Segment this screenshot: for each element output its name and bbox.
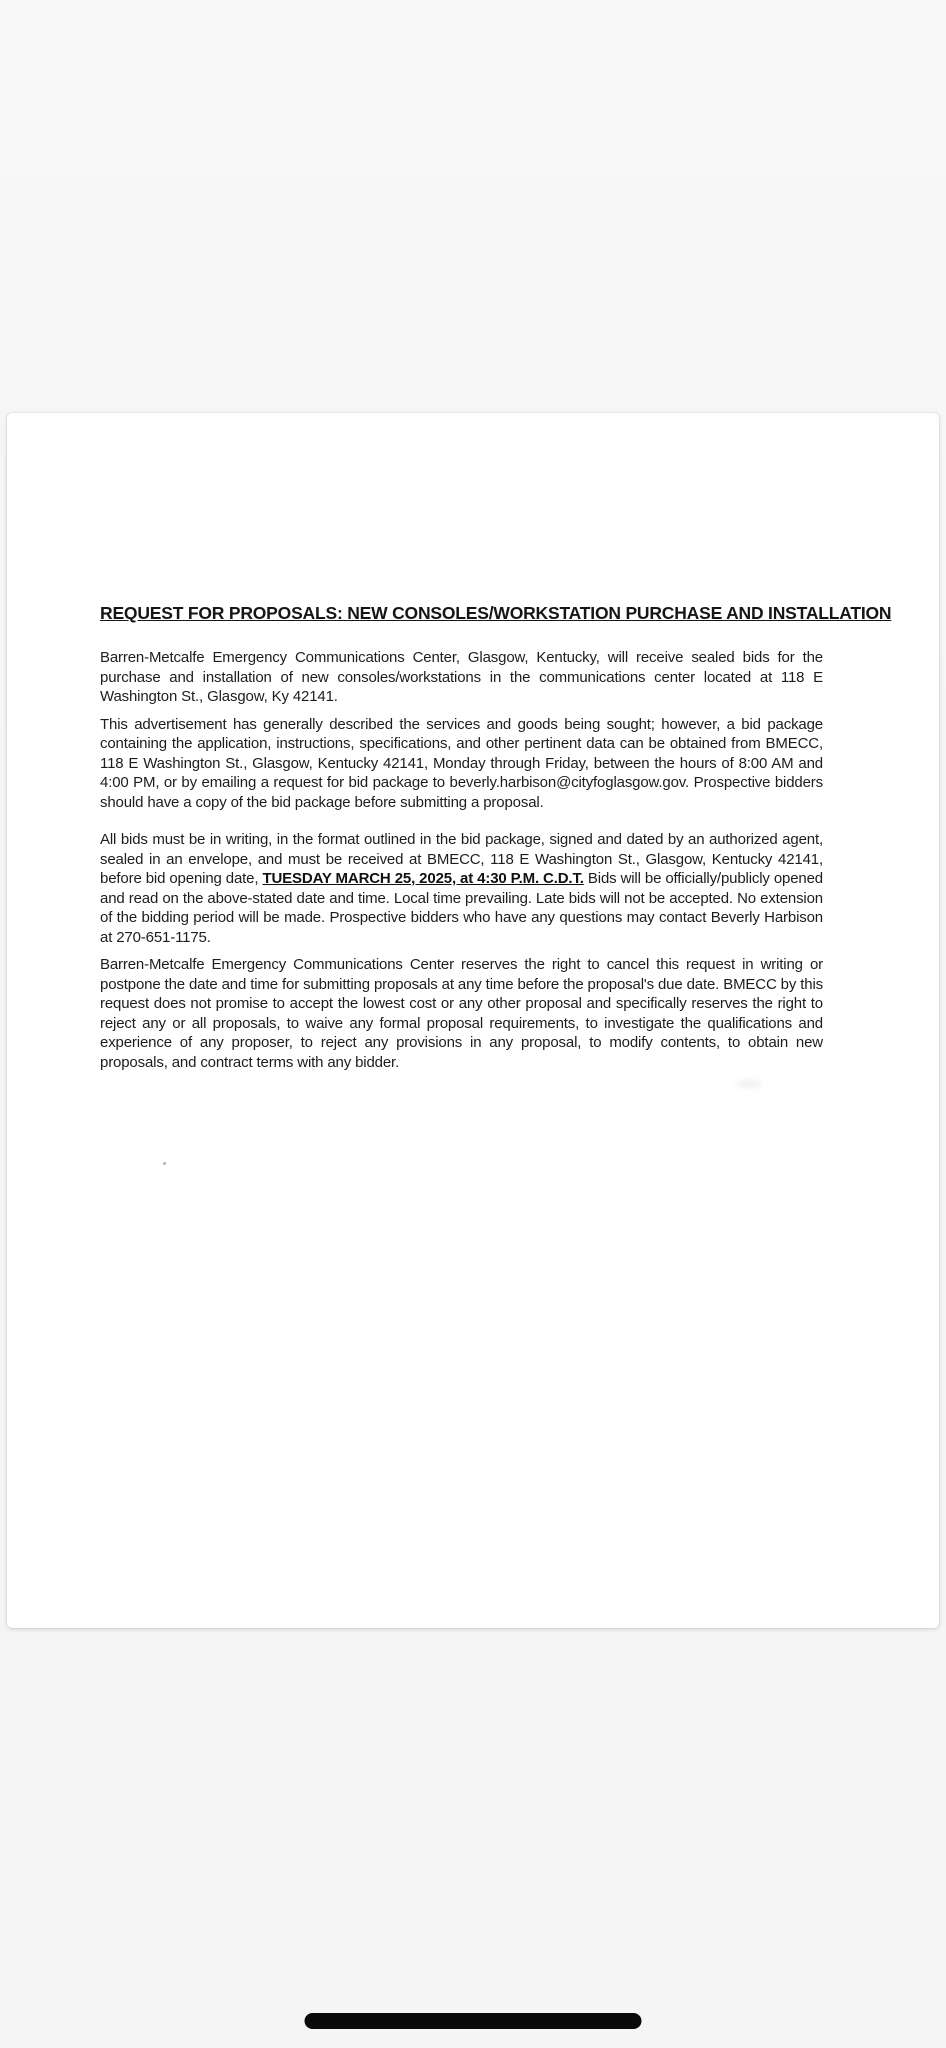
paragraph-bid-package: This advertisement has generally described the services and goods being sought; however, a bid package containing the application, instructions, specifications, and other pertinent data can be obtained from BMECC, 118 E Washington St., Glasgow, Kentucky 42141, Monday through Friday, between the hours of 8:00 AM and 4:00 PM, or by emailing a request for bid package to beverly.harbison@cityfoglasgow.gov. Prospective bidders should have a copy of the bid package before submitting a proposal. xyxy=(100,715,823,811)
document-title: REQUEST FOR PROPOSALS: NEW CONSOLES/WORKSTATION PURCHASE AND INSTALLATION xyxy=(100,603,892,623)
home-indicator[interactable] xyxy=(305,2013,642,2029)
bid-deadline-date: TUESDAY MARCH 25, 2025, at 4:30 P.M. C.D.T. xyxy=(262,870,584,887)
scan-artifact-dot xyxy=(163,1162,166,1165)
bid-submission-text-after: Bids will be officially/publicly opened and read on the above-stated date and time. Local time prevailing. Late bids will not be accepted. No extension of the bidding period will be made. Prospective bidders who have any questions may contact Beverly Harbison at 270-651-1175. xyxy=(100,870,824,946)
scan-artifact-smudge xyxy=(736,1079,762,1089)
paragraph-rights-reserved: Barren-Metcalfe Emergency Communications Center reserves the right to cancel this request in writing or postpone the date and time for submitting proposals at any time before the proposal's due date. BMECC by this request does not promise to accept the lowest cost or any other proposal and specifically reserves the right to reject any or all proposals, to waive any formal proposal requirements, to investigate the qualifications and experience of any proposer, to reject any provisions in any proposal, to modify contents, to obtain new proposals, and contract terms with any bidder. xyxy=(100,956,823,1071)
document-page xyxy=(7,413,939,1628)
bid-submission-text-before: All bids must be in writing, in the format outlined in the bid package, signed and dated by an authorized agent, sealed in an envelope, and must be received at BMECC, 118 E Washington St., Glasgow, Kentucky 42141, before bid opening date, xyxy=(100,831,823,887)
paragraph-bid-submission xyxy=(100,830,823,947)
paragraph-intro: Barren-Metcalfe Emergency Communications Center, Glasgow, Kentucky, will receive sealed bids for the purchase and installation of new consoles/workstations in the communications center located at 118 E Washington St., Glasgow, Ky 42141. xyxy=(100,649,823,705)
